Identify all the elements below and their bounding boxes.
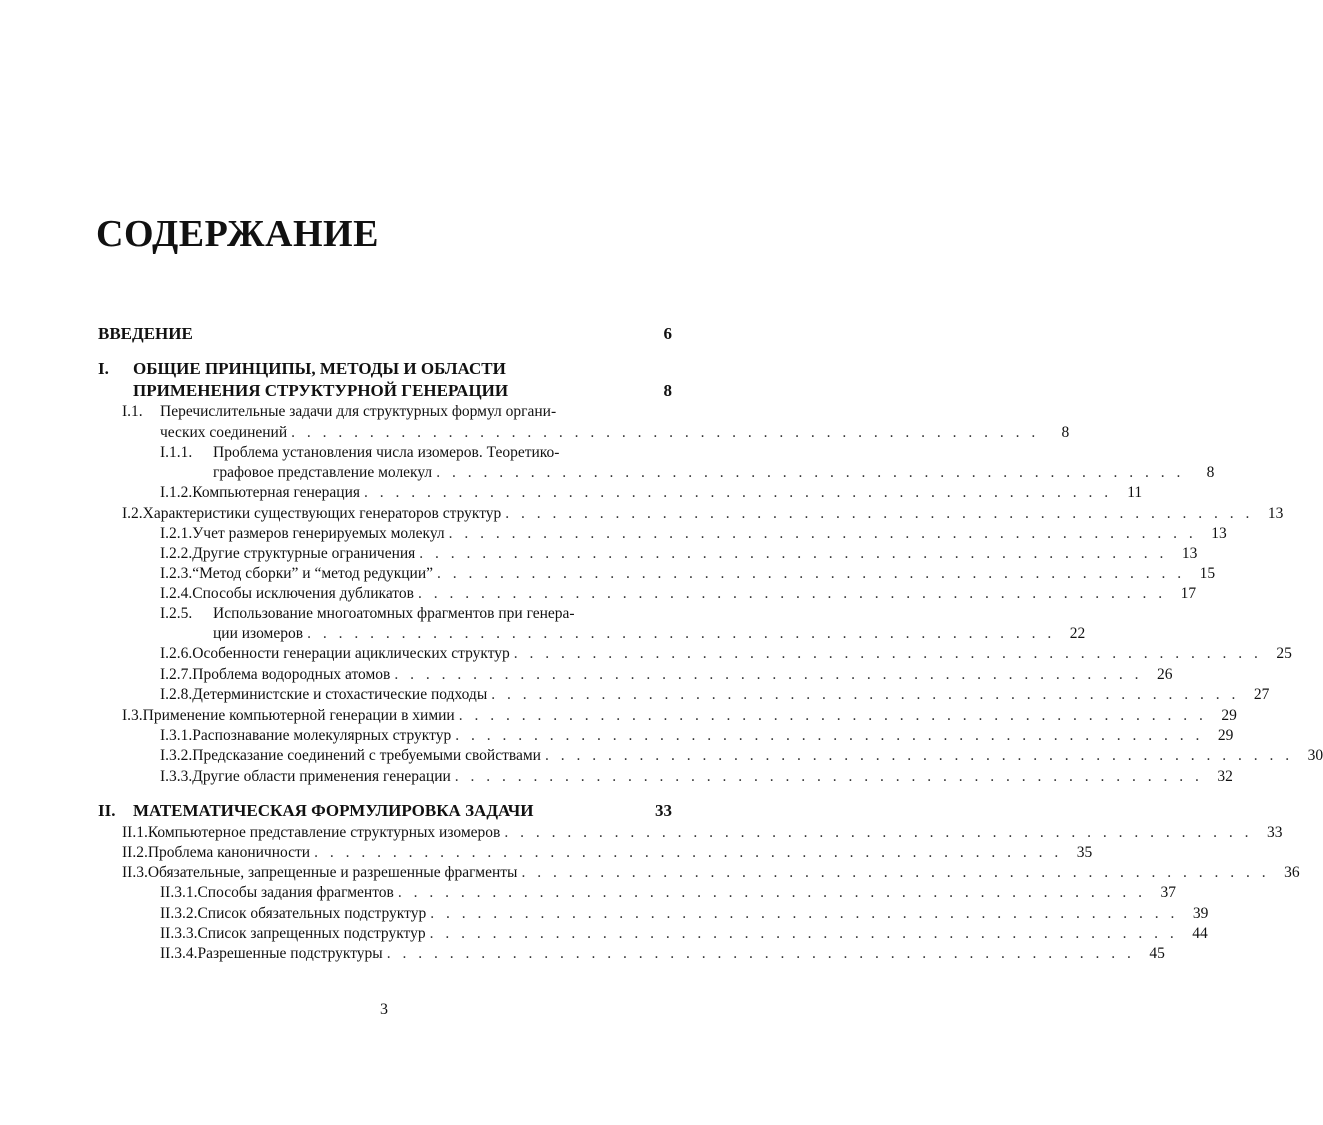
toc-entry-number: II.3.3. (160, 925, 198, 942)
toc-section-1-2[interactable] (122, 505, 1284, 523)
toc-entry-title: Другие структурные ограничения (192, 545, 416, 562)
toc-subsection-1-2-3[interactable] (160, 565, 1216, 583)
toc-page-number: 8 (663, 381, 672, 400)
toc-entry-title: Предсказание соединений с требуемыми свойствами (192, 747, 541, 764)
toc-leader: . . . . . . . . . . . . . . . . . . . . . . . . . . . . . . . . . . . . . . . . . . . . . . . . (397, 884, 1146, 901)
toc-chapter-2[interactable] (98, 801, 672, 821)
toc-subsection-1-3-2[interactable] (160, 747, 1323, 765)
toc-subsection-2-3-2[interactable] (160, 905, 1209, 923)
toc-subsection-1-2-1[interactable] (160, 525, 1227, 543)
toc-page-number: 33 (655, 801, 672, 820)
toc-entry-title: ОБЩИЕ ПРИНЦИПЫ, МЕТОДЫ И ОБЛАСТИ (133, 359, 506, 378)
toc-entry-title: “Метод сборки” и “метод редукции” (192, 565, 434, 582)
toc-chapter-1[interactable] (98, 359, 672, 379)
toc-subsection-1-1-2[interactable] (160, 484, 1143, 502)
toc-entry-title: Детерминистские и стохастические подходы (192, 686, 488, 703)
toc-entry-number: II. (98, 801, 116, 820)
toc-entry-title: Разрешенные подструктуры (197, 945, 383, 962)
toc-page-number: 37 (1160, 884, 1176, 901)
toc-section-2-1[interactable] (122, 824, 1283, 842)
toc-entry-number: I.2.5. (160, 605, 193, 622)
toc-subsection-1-3-3[interactable] (160, 768, 1233, 786)
toc-page-number: 33 (1266, 824, 1283, 841)
toc-entry-title: ВВЕДЕНИЕ (98, 324, 193, 343)
toc-entry-number: II.2. (122, 844, 148, 861)
toc-entry-number: I.3. (122, 707, 143, 724)
toc-entry-number: II.3.1. (160, 884, 198, 901)
toc-page-number: 44 (1192, 925, 1208, 942)
toc-subsection-2-3-3[interactable] (160, 925, 1208, 943)
toc-entry-title: Список запрещенных подструктур (197, 925, 426, 942)
toc-leader: . . . . . . . . . . . . . . . . . . . . . . . . . . . . . . . . . . . . . . . . . . . . . . . . (448, 525, 1197, 542)
toc-entry-number: I.1. (122, 403, 143, 420)
toc-entry-number: I.3.1. (160, 727, 193, 744)
toc-subsection-1-1-1[interactable] (160, 444, 672, 462)
toc-page-number: 13 (1267, 505, 1284, 522)
toc-entry-title: Способы задания фрагментов (197, 884, 394, 901)
toc-subsection-1-3-1[interactable] (160, 727, 1234, 745)
toc-leader: . . . . . . . . . . . . . . . . . . . . . . . . . . . . . . . . . . . . . . . . . . . . . . . . (417, 585, 1167, 602)
toc-entry-title: Компьютерная генерация (192, 484, 361, 501)
toc-leader: . . . . . . . . . . . . . . . . . . . . . . . . . . . . . . . . . . . . . . . . . . . . . . . . (364, 484, 1113, 501)
toc-leader: . . . . . . . . . . . . . . . . . . . . . . . . . . . . . . . . . . . . . . . . . . . . . . . . (504, 824, 1253, 841)
toc-page-number: 27 (1253, 686, 1270, 703)
toc-page-number: 29 (1217, 727, 1234, 744)
toc-entry-title: Обязательные, запрещенные и разрешенные фрагменты (147, 864, 518, 881)
toc-entry-number: I.2.6. (160, 645, 193, 662)
toc-section-1-1[interactable] (122, 403, 672, 421)
toc-entry-number: I. (98, 359, 109, 378)
toc-entry-title: Другие области применения генерации (192, 768, 451, 785)
toc-leader: . . . . . . . . . . . . . . . . . . . . . . . . . . . . . . . . . . . . . . . . . . . . . . . . (307, 625, 1056, 642)
toc-entry-number: I.2.2. (160, 545, 193, 562)
toc-entry-title-continued: ции изомеров (213, 625, 304, 642)
toc-section-2-2[interactable] (122, 844, 1093, 862)
toc-page-number: 29 (1221, 707, 1237, 724)
toc-entry-number: I.2.1. (160, 525, 193, 542)
toc-leader: . . . . . . . . . . . . . . . . . . . . . . . . . . . . . . . . . . . . . . . . . . . . . . . . (419, 545, 1168, 562)
toc-page-number: 15 (1199, 565, 1216, 582)
toc-entry-number: II.3. (122, 864, 148, 881)
toc-entry-title: Характеристики существующих генераторов структур (142, 505, 502, 522)
toc-page-number: 6 (663, 324, 672, 343)
toc-page-number: 32 (1217, 768, 1233, 785)
page-number-footer: 3 (380, 1001, 388, 1018)
toc-page-number: 8 (1061, 424, 1070, 441)
toc-subsection-1-2-7[interactable] (160, 666, 1173, 684)
toc-entry-title: МАТЕМАТИЧЕСКАЯ ФОРМУЛИРОВКА ЗАДАЧИ (133, 801, 534, 820)
toc-entry-number: II.1. (122, 824, 148, 841)
toc-subsection-1-2-8[interactable] (160, 686, 1270, 704)
toc-leader: . . . . . . . . . . . . . . . . . . . . . . . . . . . . . . . . . . . . . . . . . . . . . . . . (544, 747, 1294, 764)
toc-entry-title: Список обязательных подструктур (197, 905, 427, 922)
toc-page-number: 35 (1076, 844, 1093, 861)
toc-page-number: 39 (1192, 905, 1209, 922)
toc-page-number: 17 (1180, 585, 1197, 602)
toc-entry-number: I.1.2. (160, 484, 193, 501)
toc-section-1-3[interactable] (122, 707, 1237, 725)
toc-page-number: 30 (1307, 747, 1323, 764)
toc-leader: . . . . . . . . . . . . . . . . . . . . . . . . . . . . . . . . . . . . . . . . . . . . . . . . (437, 565, 1186, 582)
toc-leader: . . . . . . . . . . . . . . . . . . . . . . . . . . . . . . . . . . . . . . . . . . . . . . . . (291, 424, 1040, 441)
toc-subsection-1-2-4[interactable] (160, 585, 1197, 603)
toc-leader: . . . . . . . . . . . . . . . . . . . . . . . . . . . . . . . . . . . . . . . . . . . . . . . . (386, 945, 1135, 962)
toc-page-number: 36 (1284, 864, 1300, 881)
toc-leader: . . . . . . . . . . . . . . . . . . . . . . . . . . . . . . . . . . . . . . . . . . . . . . . . (429, 925, 1178, 942)
toc-chapter-1-continued[interactable] (133, 381, 672, 401)
toc-leader: . . . . . . . . . . . . . . . . . . . . . . . . . . . . . . . . . . . . . . . . . . . . . . . . (505, 505, 1254, 522)
toc-entry-number: I.3.2. (160, 747, 193, 764)
toc-page-number: 13 (1181, 545, 1198, 562)
toc-subsection-1-2-5[interactable] (160, 605, 672, 623)
toc-entry-number: I.2.3. (160, 565, 193, 582)
toc-page-number: 11 (1127, 484, 1143, 501)
toc-entry-number: I.2.7. (160, 666, 193, 683)
toc-entry-number: II.3.4. (160, 945, 198, 962)
toc-leader: . . . . . . . . . . . . . . . . . . . . . . . . . . . . . . . . . . . . . . . . . . . . . . . . (491, 686, 1240, 703)
toc-entry-title: Особенности генерации ациклических структур (192, 645, 510, 662)
toc-entry-title: Проблема установления числа изомеров. Теоретико- (213, 444, 560, 461)
toc-leader: . . . . . . . . . . . . . . . . . . . . . . . . . . . . . . . . . . . . . . . . . . . . . . . . (513, 645, 1262, 662)
toc-entry-title: Применение компьютерной генерации в химии (142, 707, 455, 724)
toc-leader: . . . . . . . . . . . . . . . . . . . . . . . . . . . . . . . . . . . . . . . . . . . . . . . . (430, 905, 1179, 922)
toc-entry-title: Распознавание молекулярных структур (192, 727, 452, 744)
toc-entry-title: Проблема водородных атомов (192, 666, 391, 683)
toc-subsection-1-2-2[interactable] (160, 545, 1198, 563)
toc-entry-title: Проблема каноничности (147, 844, 311, 861)
toc-page-number: 26 (1157, 666, 1173, 683)
toc-subsection-2-3-1[interactable] (160, 884, 1176, 902)
toc-leader: . . . . . . . . . . . . . . . . . . . . . . . . . . . . . . . . . . . . . . . . . . . . . . . . (314, 844, 1063, 861)
toc-entry-title-continued: ческих соединений (160, 424, 288, 441)
toc-subsection-1-2-6[interactable] (160, 645, 1292, 663)
toc-leader: . . . . . . . . . . . . . . . . . . . . . . . . . . . . . . . . . . . . . . . . . . . . . . . . (455, 727, 1204, 744)
toc-entry-number: I.2. (122, 505, 143, 522)
toc-page-number: 13 (1211, 525, 1227, 542)
toc-entry-number: I.3.3. (160, 768, 193, 785)
toc-entry-title: Компьютерное представление структурных изомеров (147, 824, 501, 841)
toc-page-number: 45 (1149, 945, 1165, 962)
toc-subsection-1-2-5-continued[interactable] (213, 625, 1086, 643)
toc-entry-number: II.3.2. (160, 905, 198, 922)
toc-entry-title: Перечислительные задачи для структурных формул органи- (160, 403, 557, 420)
toc-subsection-2-3-4[interactable] (160, 945, 1165, 963)
toc-entry-title-continued: ПРИМЕНЕНИЯ СТРУКТУРНОЙ ГЕНЕРАЦИИ (133, 381, 509, 400)
toc-entry-title: Способы исключения дубликатов (192, 585, 414, 602)
toc-entry-title: Учет размеров генерируемых молекул (192, 525, 445, 542)
toc-entry-number: I.2.4. (160, 585, 193, 602)
toc-page-number: 25 (1276, 645, 1292, 662)
toc-leader: . . . . . . . . . . . . . . . . . . . . . . . . . . . . . . . . . . . . . . . . . . . . . . . . (458, 707, 1207, 724)
toc-leader: . . . . . . . . . . . . . . . . . . . . . . . . . . . . . . . . . . . . . . . . . . . . . . . . (521, 864, 1270, 881)
toc-entry-number: I.1.1. (160, 444, 193, 461)
toc-entry-number: I.2.8. (160, 686, 193, 703)
toc-leader: . . . . . . . . . . . . . . . . . . . . . . . . . . . . . . . . . . . . . . . . . . . . . . . . (454, 768, 1203, 785)
toc-entry-title: Использование многоатомных фрагментов при генера- (213, 605, 575, 622)
toc-entry-introduction[interactable] (98, 324, 672, 344)
toc-section-2-3[interactable] (122, 864, 1300, 882)
toc-entry-title-continued: графовое представление молекул (213, 464, 433, 481)
toc-section-1-1-continued[interactable] (160, 424, 1070, 442)
toc-leader: . . . . . . . . . . . . . . . . . . . . . . . . . . . . . . . . . . . . . . . . . . . . . . . . (394, 666, 1143, 683)
toc-leader: . . . . . . . . . . . . . . . . . . . . . . . . . . . . . . . . . . . . . . . . . . . . . . . . (436, 464, 1185, 481)
page-title: СОДЕРЖАНИЕ (96, 213, 379, 255)
toc-page-number: 22 (1069, 625, 1086, 642)
toc-page-number: 8 (1206, 464, 1215, 481)
toc-subsection-1-1-1-continued[interactable] (213, 464, 1215, 482)
